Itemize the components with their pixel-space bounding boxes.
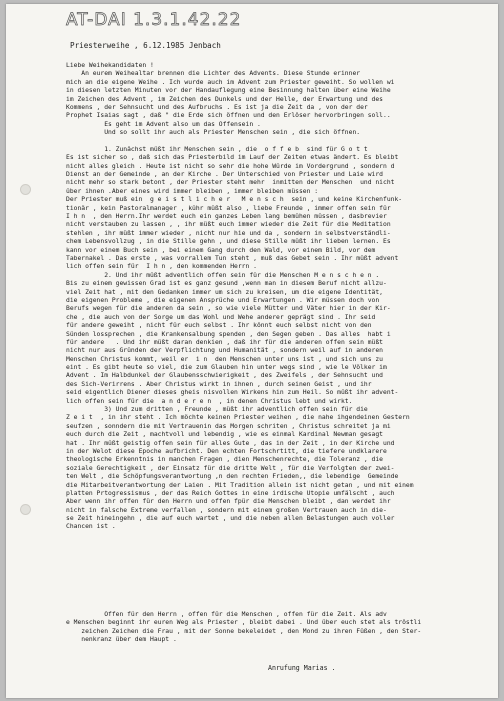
text-line: Und so sollt ihr auch als Priester Menschen sein , die sich öffnen. [66, 129, 361, 137]
text-line: viel Zeit hat , mit den Gedanken immer um sich zu kreisen, um die eigene Identität, [66, 288, 383, 296]
text-line: euch durch die Zeit , machtvoll und lebendig , wie es einmal Kardinal Newman gesagt [66, 431, 383, 439]
text-line: che , die auch von der Sorge um das Wohl und Wehe anderer geprägt sind . Ihr seid [66, 313, 376, 321]
text-line: 3) Und zum dritten , Freunde , müßt ihr adventlich offen sein für die [66, 406, 368, 414]
text-line: An eurem Weihealtar brennen die Lichter des Advents. Diese Stunde erinner [66, 70, 361, 78]
text-line: kann vor einem Buch sein , bei einem Gang durch den Wald, vor einem Bild, vor dem [66, 246, 376, 254]
text-line: Der Priester muß ein g e i s t l i c h e r M e n s c h sein , und keine Kirchenfunk- [66, 196, 403, 204]
closing-paragraph [66, 611, 498, 645]
text-line: Chancen ist . [66, 523, 116, 531]
text-line: Sünden lossprechen , die Krankensalbung spenden , den Segen geben . Das alles habt i [66, 330, 391, 338]
text-line: hat . Ihr müßt geistig offen sein für alles Gute , das in der Zeit , in der Kirche und [66, 439, 395, 447]
binder-hole [20, 184, 31, 195]
text-line: Bis zu einem gewissen Grad ist es ganz gesund ,wenn man in diesem Beruf nicht allzu- [66, 280, 387, 288]
text-line: ten Welt , die Schöpfungsverantwortung ,n den rechten Frieden,, die lebendige Gemeinde [66, 473, 399, 481]
text-line: se Zeit hineingehn , die auf euch wartet , und die neben allen Belastungen auch voller [66, 515, 395, 523]
text-line: e Menschen beginnt ihr euren Weg als Priester , bleibt dabei . Und über euch stet als tröstli [66, 619, 422, 627]
text-line: Es geht im Advent also um das Offensein . [66, 120, 261, 128]
text-line: nicht mehr so stark betont , der Priester steht mehr inmitten der Menschen und nicht [66, 179, 395, 187]
archive-reference-stamp: AT-DAI 1.3.1.42.22 [66, 10, 242, 30]
text-line: Menschen Christus kommt, weil er i n den Menschen unter uns ist , und sich uns zu [66, 355, 383, 363]
text-line: 1. Zunächst müßt ihr Menschen sein , die o f f e b sind für G o t t [66, 145, 368, 153]
text-line: mich an die eigene Weihe . Ich wurde auch im Advent zum Priester geweiht. So wollen wi [66, 78, 395, 86]
text-line: platten Prtogressismus , der das Reich Gottes in eine irdische Utopie umfälscht , auch [66, 489, 395, 497]
text-line: Liebe Weihekandidaten ! [66, 62, 154, 69]
binder-hole [20, 504, 31, 515]
text-line: in der Welot diese Epoche aufbricht. Den echten Fortschrtitt, die tiefere undklarere [66, 447, 387, 455]
text-line: soziale Gerechtigkeit , der Einsatz für die dritte Welt , für die Verfolgten der zwei- [66, 464, 395, 472]
document-body [66, 62, 498, 532]
text-line: seufzen , sonndern die mit Vertrauenin das Morgen schriten , Christus schreitet ja mi [66, 422, 391, 430]
text-line: über ihnen .Aber eines wird immer bleiben , immer bleiben müssen : [66, 187, 319, 195]
document-page [6, 4, 498, 698]
text-line: die eigenen Probleme , die eigenen Ansprüche und Erwartungen . Wir müssen doch von [66, 296, 380, 304]
text-line: eint . Es gibt heute so viel, die zum Glauben hin unter wegs sind , wie le Völker im [66, 364, 387, 372]
document-header: Priesterweihe , 6.12.1985 Jenbach [70, 41, 221, 50]
text-line: für andere geweiht , nicht für euch selbst . Ihr könnt euch selbst nicht von den [66, 322, 372, 330]
text-line: Z e i t , in ihr steht . Ich möchte keinen Priester weihen , die nahe ihgendeinen Gestern [66, 414, 410, 422]
text-line: des Sich-Verirrens . Aber Christus wirkt in ihnen , durch seinen Geist , und ihr [66, 380, 372, 388]
text-line: im Zeichen des Advent , im Zeichen des Dunkels und der Helle, der Erwartung und des [66, 95, 383, 103]
text-line: I h n , den Herrn.Ihr werdet euch ein ganzes Leben lang bemühen müssen , dasbrevier [66, 213, 387, 221]
text-line: Es ist sicher so , daß sich das Priesterbild im Lauf der Zeiten etwas ändert. Es bleibt [66, 154, 399, 162]
text-line: nicht alles gleich . Heute ist nicht so sehr die hohe Würde im Vordergrund , sondern d [66, 162, 395, 170]
text-line: nicht verstauben zu lassen , , ihr müßt euch immer wieder die Zeit für die Meditation [66, 221, 391, 229]
text-line: nicht in falsche Extreme verfallen , sondern mit einem großen Vertrauen auch in die- [66, 506, 387, 514]
text-line: Kommens , der Sehnsucht und des Aufbruchs . Es ist ja die Zeit da , von der der [66, 103, 368, 111]
text-line: 2. Und ihr müßt adventlich offen sein für die Menschen M e n s c h e n . [66, 271, 380, 279]
text-line: Advent . Im Halbdunkel der Glaubensschwierigkeit , des Zweifels , der Sehnsucht und [66, 372, 383, 380]
text-line: für andere . Und ihr müßt daran denkien , daß ihr für die anderen offen sein müßt [66, 338, 383, 346]
text-line: nicht nur aus Gründen der Verpflichtung und Humanität , sondern weil auf in anderen [66, 347, 383, 355]
text-line: Berufs wegen für die anderen da sein , so wie viele Mütter und Väter hier in der Kir- [66, 305, 391, 313]
text-line: seid eigentlich Diener dieses gheis nisvollen Wirkens hin zum Heil. So müßt ihr advent- [66, 389, 399, 397]
text-line: lich offen sein für die a n d e r e n , in denen Christus lebt und wirkt. [66, 397, 353, 405]
text-line: Aber wenn ihr offen für den Herrn und offen fpür die Menschen bleibt , dan werdet ihr [66, 498, 391, 506]
text-line: Prophet Isaias sagt , daß " die Erde sich öffnen und den Erlöser hervorbringen soll.. [66, 112, 391, 120]
text-line: zeichen Zeichen die Frau , mit der Sonne bekeleidet , den Mond zu ihren Füßen , den Ster- [66, 627, 422, 635]
text-line: Tabernakel . Das erste , was vorrallem Tun steht , muß das Gebet sein . Ihr müßt advent [66, 254, 399, 262]
text-line: Offen für den Herrn , offen für die Menschen , offen für die Zeit. Als adv [66, 611, 387, 618]
text-line: nenkranz über dem Haupt . [66, 636, 177, 644]
text-line: Dienst an der Gemeinde , an der Kirche . Der Unterschied von Priester und Laie wird [66, 171, 383, 179]
closing-note: Anrufung Marias . [268, 664, 336, 672]
text-line: chem Lebensvollzug , in die Stille gehn , und diese Stille müßt ihr lieben lernen. Es [66, 238, 391, 246]
text-line: tionär , kein Pastoralmanager , kühr müßt also , liebe Freunde , immer offen sein für [66, 204, 391, 212]
text-line: die Mitarbeitverantwortung der Laien . Mit Tradition allein ist nicht getan , und mit einem [66, 481, 414, 489]
text-line: in diesen letzten Minuten vor der Handauflegung eine Besinnung halten über eine Weihe [66, 87, 391, 95]
text-line [66, 138, 498, 146]
text-line: theologische Erkenntnis in manchen Fragen , dien Menschenrechte, die Toleranz , die [66, 456, 383, 464]
text-line: lich offen sein für I h n , den kommenden Herrn . [66, 263, 257, 271]
text-line: stehlen , ihr müßt immer wieder , nicht nur hie und da , sondern in selbstverständli- [66, 229, 391, 237]
